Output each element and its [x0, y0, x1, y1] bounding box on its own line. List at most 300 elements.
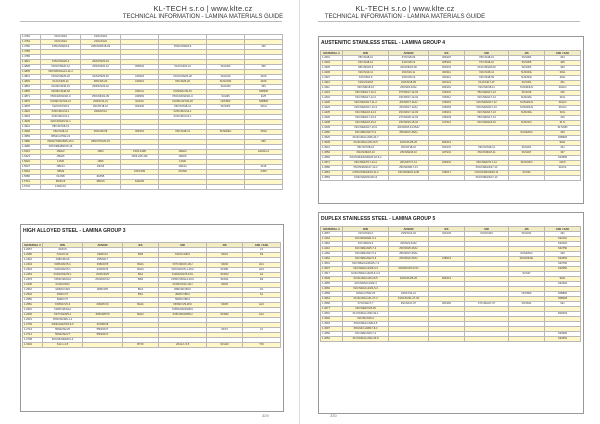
table-cell: X2CrNiMoN17-13-5	[343, 126, 389, 131]
table-cell: Z3CND25-06Az	[389, 247, 429, 252]
table-cell: SUH330	[207, 85, 245, 90]
table-cell: SKD12	[207, 273, 243, 278]
table-cell: 1.2709	[23, 323, 43, 328]
header-divider	[318, 21, 580, 22]
table-cell: 1.2631	[23, 318, 43, 323]
table-cell: 1.4435	[321, 111, 343, 116]
table-cell: X6CrNiMoNb17-12-2	[343, 166, 389, 171]
right-page	[300, 0, 600, 424]
table-cell: X20CrMoV12-1	[159, 110, 207, 115]
table-cell: 1.4362	[321, 242, 343, 247]
table-cell: NCF800	[207, 100, 245, 105]
table-cell: SUS304H	[207, 130, 245, 135]
table-cell: SUS329J1	[509, 252, 545, 257]
table-cell: A353	[245, 170, 283, 175]
table-cell: X1NiCrMoCu31-27-4	[343, 297, 389, 302]
table-cell: 1.4835	[21, 70, 41, 75]
table-cell: 1.4539	[321, 277, 343, 282]
table-cell: 1.4529	[321, 136, 343, 141]
table-cell: 303	[545, 66, 581, 71]
table-cell: SKD6	[207, 263, 243, 268]
table-cell: SUS321	[207, 105, 245, 110]
table-cell: 1.4941	[21, 125, 41, 130]
table-cell: X2CrNiN23-4	[343, 242, 389, 247]
table-cell: SUS304L	[509, 76, 545, 81]
table-cell: 301	[545, 81, 581, 86]
table-cell: Z3CN23-04Az	[389, 242, 429, 247]
table-cell: X3NiCoMoTi18-9-5	[43, 323, 83, 328]
table-cell: 16Mo5	[159, 155, 207, 160]
table-cell: Z3CN18-10Az	[389, 86, 429, 91]
table-cell: X10CrAl24	[41, 40, 81, 45]
table-cell: 347	[545, 151, 581, 156]
table-cell: X12CrNi25-21	[41, 80, 81, 85]
table-cell: X2CrNiMoN17-12	[465, 101, 509, 106]
column-header: UNI	[159, 243, 207, 248]
table-row	[21, 185, 283, 190]
table-cell: 304S11	[429, 76, 465, 81]
table-cell: Z35CD17	[83, 258, 123, 263]
table-cell: Z6CNT18-10	[389, 146, 429, 151]
group3-title: HIGH ALLOYED STEEL - LAMINA GROUP 3	[23, 228, 126, 234]
table-cell: Z5CND27-05Az	[389, 252, 429, 257]
table-cell	[207, 185, 245, 190]
table-cell: Z10CAS24	[81, 40, 121, 45]
page-header	[118, 4, 288, 20]
table-cell: X12NiCrSi36-16	[41, 85, 81, 90]
table-cell: SUS329J3L	[509, 257, 545, 262]
table-cell: SUS431	[509, 232, 545, 237]
table-cell: S32750	[545, 247, 581, 252]
column-header: MATERIAL #	[24, 243, 41, 247]
table-cell: 316S61	[429, 101, 465, 106]
table-cell: 1.4565	[321, 156, 343, 161]
table-cell: X2CrNiMo17-12	[465, 96, 509, 101]
table-cell: X6CrNiTi18-11	[159, 105, 207, 110]
group4-title: AUSTENITIC STAINLESS STEEL - LAMINA GROUP 4	[321, 40, 445, 46]
table-cell: 1.4162	[321, 237, 343, 242]
column-header: AFNOR	[389, 227, 429, 232]
table-cell: Z3CND17-12Az	[389, 106, 429, 111]
table-cell: 316S33	[429, 116, 465, 121]
table-cell: Z5CND27-05Az	[389, 131, 429, 136]
table-cell: X1NiCrMoCuN25-20-7	[343, 136, 389, 141]
table-cell: X2CrNiMoN29-7-2	[343, 332, 389, 337]
table-cell: X10NiCrAlTi32-20	[159, 100, 207, 105]
table-cell: 1.4310	[321, 81, 343, 86]
table-cell: X1CrNiMoCuN33-32-1	[343, 312, 389, 317]
table-cell: Z3CN18-10	[389, 76, 429, 81]
table-cell: 1.5423	[21, 155, 41, 160]
table-cell: SUH35	[207, 95, 245, 100]
table-cell	[159, 185, 207, 190]
table-cell: 1.4948	[21, 130, 41, 135]
table-cell: X4CrNi18-12	[343, 61, 389, 66]
column-header: AFNOR	[389, 51, 429, 56]
table-cell: 1.4864	[21, 85, 41, 90]
table-cell: N08028	[545, 297, 581, 302]
table-cell: S31803	[545, 257, 581, 262]
table-cell: X2CrNiMo18-15-4	[343, 121, 389, 126]
column-header: AISI / SAE	[243, 243, 281, 248]
table-cell	[121, 185, 159, 190]
table-cell: 1.4669	[321, 287, 343, 292]
table-cell: H11	[243, 263, 281, 268]
table-cell: BH12	[123, 313, 159, 318]
table-cell: XG50NiCr39-19	[159, 90, 207, 95]
table-cell: 329	[545, 252, 581, 257]
table-cell: S32906	[545, 332, 581, 337]
column-header: AISI / SAE	[545, 227, 581, 232]
table-cell: X53CrMnNiN21-9	[159, 95, 207, 100]
table-cell: 1.5622	[21, 160, 41, 165]
table-cell	[429, 176, 465, 181]
table-cell: H13	[243, 268, 281, 273]
table-cell: X2CrMoTi29-4	[343, 317, 389, 322]
page-header	[320, 4, 490, 20]
table-cell: 310S	[245, 75, 283, 80]
table-cell: Z20CDV12	[81, 110, 121, 115]
table-cell: 1.4307	[321, 76, 343, 81]
table-cell: 660	[245, 140, 283, 145]
table-cell: 1.2343	[23, 263, 43, 268]
table-cell: 305	[545, 61, 581, 66]
table-cell: 1.4568	[321, 302, 343, 307]
table-cell: X100CrMoV5-1KU	[159, 273, 207, 278]
table-cell: X2CrNiMoN25-7-4	[343, 247, 389, 252]
table-cell: GX5CrNiMoNb19-11-2	[343, 171, 389, 176]
table-cell: X30WCrV9-3	[43, 303, 83, 308]
table-cell: X10CrAl24	[41, 35, 81, 40]
table-cell: X7CrNiAl17-7	[343, 302, 389, 307]
table-cell: Z3CN19-11	[389, 71, 429, 76]
table-cell: 56NiCrMoV7	[43, 333, 83, 338]
table-cell: BH13	[123, 268, 159, 273]
table-cell: 1.2601	[23, 308, 43, 313]
table-cell: 304H	[245, 130, 283, 135]
table-cell: 316Ti	[545, 161, 581, 166]
table-cell: X16CrNi23-14	[159, 65, 207, 70]
table-cell: SUS316L	[509, 111, 545, 116]
table-cell: X2CrNiMo17-12-2	[343, 96, 389, 101]
table-cell: Z35CWDV5	[83, 313, 123, 318]
table-cell: 1.2606	[23, 313, 43, 318]
table-cell: SKD61	[207, 268, 243, 273]
table-cell: 1.4460	[321, 131, 343, 136]
table-cell: X2CrNiMoN17-13	[465, 106, 509, 111]
table-cell: 305S19	[429, 61, 465, 66]
table-cell: 1.4828	[21, 65, 41, 70]
table-cell: X8CrNiTi18-10	[41, 125, 81, 130]
table-cell: 1.2738	[23, 338, 43, 343]
table-cell: X2CrNiMoCuN23-5-3	[343, 287, 389, 292]
table-cell: SUS301	[509, 81, 545, 86]
table-cell: X53CrNiW18-9	[159, 45, 207, 50]
table-cell: BS1	[123, 293, 159, 298]
table-cell: 1.4541	[321, 146, 343, 151]
table-cell: 904S13	[429, 277, 465, 282]
table-cell: BD3	[123, 253, 159, 258]
table-cell: X3CrNiMo17-13-3	[343, 116, 389, 121]
table-cell: GX6CrNiMoNb20-11	[465, 171, 509, 176]
table-cell: 15D3	[81, 150, 121, 155]
table-cell: Z10NC32-21	[81, 100, 121, 105]
table-cell: BO1	[123, 288, 159, 293]
table-cell: 1.4786	[21, 55, 41, 60]
table-cell: SUS317L	[509, 121, 545, 126]
table-cell: X2CrNiMnMoNbN25-18-5-4	[343, 156, 389, 161]
table-cell: 1.4845	[21, 80, 41, 85]
table-cell: 1.4311	[321, 86, 343, 91]
table-cell	[509, 337, 545, 342]
table-cell: X40NiCrSi38-18	[41, 90, 81, 95]
table-cell: 1.4763	[21, 40, 41, 45]
table-cell: 321S31	[429, 146, 465, 151]
table-cell: Z2NKD18	[83, 323, 123, 328]
table-cell: X8CrNiS18-9	[343, 66, 389, 71]
table-cell: 1.4581	[321, 171, 343, 176]
table-cell: 16Mo3	[159, 150, 207, 155]
table-cell: 14Ni6	[159, 160, 207, 165]
table-cell: 1.2067	[23, 248, 43, 253]
table-cell: X12Ni5	[41, 175, 81, 180]
table-cell: 1501-509	[121, 170, 159, 175]
table-cell: 14Ni6	[41, 160, 81, 165]
table-cell: 1.4782	[21, 45, 41, 50]
table-cell: 317LMN	[545, 126, 581, 131]
table-row	[23, 343, 281, 348]
table-cell: SKD1	[207, 253, 243, 258]
table-cell: Z6CNDT17-12	[389, 161, 429, 166]
table-cell: H21	[243, 303, 281, 308]
table-cell: S32304	[545, 282, 581, 287]
table-cell: 301S81	[429, 302, 465, 307]
table-cell: X15CrNiSi25-20	[41, 75, 81, 80]
table-cell: 1.4821	[21, 60, 41, 65]
table-cell: 45WCrV8KU	[159, 293, 207, 298]
table-cell: 321S32	[121, 105, 159, 110]
table-cell	[83, 343, 123, 348]
table-cell: S32550	[545, 267, 581, 272]
table-cell: 1.2436	[23, 283, 43, 288]
table-cell	[81, 185, 121, 190]
table-cell: Z3CND17-11Az	[389, 101, 429, 106]
table-cell: NA15H	[121, 100, 159, 105]
column-header: DIN	[343, 227, 389, 232]
table-cell: X5CrNi18-10	[465, 56, 509, 61]
table-cell: 1.4959	[21, 135, 41, 140]
table-cell: Z3CND19-15-04	[389, 121, 429, 126]
table-cell: 36NiCr6	[41, 180, 81, 185]
table-cell: 16Mo5	[41, 155, 81, 160]
table-cell: X2CrNi19-11	[343, 71, 389, 76]
table-cell: X15CrNiSi20-12	[41, 65, 81, 70]
table-cell: X2CrMnNiN21-5-1	[343, 237, 389, 242]
table-cell: 309	[245, 65, 283, 70]
table-cell: X10NiCrAlTi32-21	[41, 100, 81, 105]
table-cell: 90MCW5	[83, 288, 123, 293]
table-cell: X6CrNiMoNb17-13	[465, 166, 509, 171]
table-cell: NCF800	[509, 292, 545, 297]
table-cell: 1.4583	[321, 176, 343, 181]
table-cell: BD2	[123, 278, 159, 283]
material-table-continued	[20, 34, 283, 190]
table-cell: 310S	[245, 80, 283, 85]
table-cell: X215CrW12-1KU	[159, 283, 207, 288]
table-cell: L6	[243, 328, 281, 333]
table-cell: 1.5415	[21, 150, 41, 155]
table-cell: 631	[545, 302, 581, 307]
table-cell: X5CrNi18-10	[343, 56, 389, 61]
table-cell: X3CrNiMoN27-5-2	[343, 131, 389, 136]
table-cell: X2CrNiMoCuWN25-7-4	[343, 262, 389, 267]
table-cell: 1.4591	[321, 312, 343, 317]
table-cell: X5CrNiMo17-12-2	[343, 91, 389, 96]
table-cell: Z4CNDNb18-12M	[389, 171, 429, 176]
table-cell: X2CrNiMoN17-11-2	[343, 101, 389, 106]
table-cell: 1.2080	[23, 253, 43, 258]
table-cell: 1.4876	[21, 100, 41, 105]
column-header: JIS	[509, 227, 545, 232]
group3-table	[22, 242, 281, 348]
table-cell: 1.4550	[321, 151, 343, 156]
table-cell: S12-1-4-5	[43, 343, 83, 348]
table-cell: X2CrNiN18-10	[343, 86, 389, 91]
table-cell: X10Ni9	[159, 170, 207, 175]
table-cell: X8CrNiMoBNb16-16	[41, 145, 81, 150]
table-cell: 55NCDV7	[83, 333, 123, 338]
table-cell: X6CrNiMoTi17-12	[465, 161, 509, 166]
table-cell: SUS304L	[509, 71, 545, 76]
table-cell: Z20NCS33-16	[81, 85, 121, 90]
table-cell: BA2	[123, 273, 159, 278]
table-cell: Z15CNS20-12	[81, 65, 121, 70]
table-cell: S32304	[545, 242, 581, 247]
table-cell: X5CrNiMo17-13	[465, 116, 509, 121]
table-cell: 304S61	[429, 86, 465, 91]
table-cell: 1.3202	[23, 343, 43, 348]
table-cell: 1.4404	[321, 96, 343, 101]
table-cell: 100MnCrW4	[43, 288, 83, 293]
table-cell: X16CrNiSi25-20	[159, 75, 207, 80]
header-divider	[20, 21, 282, 22]
table-cell: 55WCrV8KU	[159, 298, 207, 303]
table-cell: N08800	[545, 292, 581, 297]
table-cell: X35CrMoW05KU	[159, 313, 207, 318]
table-cell: X3CrNiMoN27-5-2	[343, 252, 389, 257]
table-cell: R20033	[545, 312, 581, 317]
table-cell: 1.4501	[321, 262, 343, 267]
table-cell: A2	[243, 273, 281, 278]
table-cell: S32760	[545, 262, 581, 267]
table-cell: 1.4558	[321, 292, 343, 297]
table-cell: X7CrNi18-10	[465, 61, 509, 66]
table-cell: 1.4841	[21, 75, 41, 80]
table-cell: Z3CND17-12-03	[389, 111, 429, 116]
table-cell: 1.4563	[321, 297, 343, 302]
table-cell: 1.4871	[21, 95, 41, 100]
table-cell: 1.5662	[21, 170, 41, 175]
table-cell: 1.4439	[321, 126, 343, 131]
table-cell: N08330	[245, 90, 283, 95]
table-cell: X2CrNiMo18-14-3	[343, 111, 389, 116]
table-cell: 1.4539	[321, 141, 343, 146]
table-cell: X210CrW12	[43, 283, 83, 288]
column-header: MATERIAL #	[321, 51, 343, 56]
table-cell: 318S13	[429, 257, 465, 262]
table-cell: 12Ni14	[159, 165, 207, 170]
table-cell: 1.4571	[321, 161, 343, 166]
table-cell: Z20CNS25-04	[81, 60, 121, 65]
table-cell: 304S51	[121, 130, 159, 135]
table-cell: 1.4577	[321, 307, 343, 312]
table-cell: SKD11	[207, 278, 243, 283]
table-cell: 10N14	[81, 165, 121, 170]
table-cell: 316L	[545, 111, 581, 116]
table-cell: 316	[545, 116, 581, 121]
table-cell: SUS316LN	[509, 106, 545, 111]
table-cell: X12CrNi17-07	[465, 81, 509, 86]
table-cell: Z1NCDU31-27-03	[389, 297, 429, 302]
table-cell: X6CrNiTi18-11	[465, 146, 509, 151]
table-cell: N08800	[245, 100, 283, 105]
table-cell: Z3CNDU25-07Az	[389, 267, 429, 272]
table-cell: 1.4438	[321, 121, 343, 126]
table-cell: Z18N5	[81, 175, 121, 180]
table-cell: 1.4652	[321, 337, 343, 342]
table-cell: 316LN	[545, 106, 581, 111]
table-cell: X40CrMoV5-1	[43, 268, 83, 273]
table-cell: O1	[243, 288, 281, 293]
table-cell: X20CrMoV12-1	[41, 110, 81, 115]
table-cell: Z100CDV5	[83, 273, 123, 278]
table-cell: X30WCrV9-3KU	[159, 303, 207, 308]
column-header: JIS	[509, 51, 545, 56]
table-cell: 3415	[245, 165, 283, 170]
table-cell: Z2NCDU25-20	[389, 141, 429, 146]
table-cell: Z10CNF18-09	[389, 66, 429, 71]
table-cell: 904S13	[429, 141, 465, 146]
table-cell: 40CrMnNiMo8-6-4	[43, 338, 83, 343]
table-cell: X22CrMoV12-1	[159, 115, 207, 120]
column-header: MATERIAL #	[321, 227, 343, 232]
table-cell: GX2CrNiMoCuN25-6-3-3	[343, 272, 389, 277]
table-cell: Z53CMN21-09	[81, 95, 121, 100]
table-cell: X8CrMnCuNB17-8-3	[343, 327, 389, 332]
table-cell: 35NC6	[81, 180, 121, 185]
table-cell: 1503-245-420	[121, 155, 159, 160]
table-cell: 304L	[545, 71, 581, 76]
table-cell: S32654	[545, 337, 581, 342]
table-cell: 1.5710	[21, 180, 41, 185]
table-cell: X165CrMoW12KU	[159, 308, 207, 313]
table-cell: X2CrNiMoN17-13-3	[343, 106, 389, 111]
table-cell: X2NiCrAlTi32-20	[343, 292, 389, 297]
table-cell: EV8	[245, 95, 283, 100]
table-cell: 1.5637	[21, 165, 41, 170]
table-cell	[465, 337, 509, 342]
table-cell: X2CrNiMoN22-5-3	[343, 257, 389, 262]
table-cell: SUS305	[509, 61, 545, 66]
group5-table	[320, 226, 581, 342]
table-cell: 301S21	[429, 81, 465, 86]
table-cell: 1.2581	[23, 303, 43, 308]
table-cell: 316Cb	[545, 166, 581, 171]
table-cell: 1.4301	[321, 56, 343, 61]
table-cell: X8Ni9	[41, 170, 81, 175]
table-cell: 1.2714	[23, 333, 43, 338]
table-cell: Z9CNA17-07	[389, 302, 429, 307]
